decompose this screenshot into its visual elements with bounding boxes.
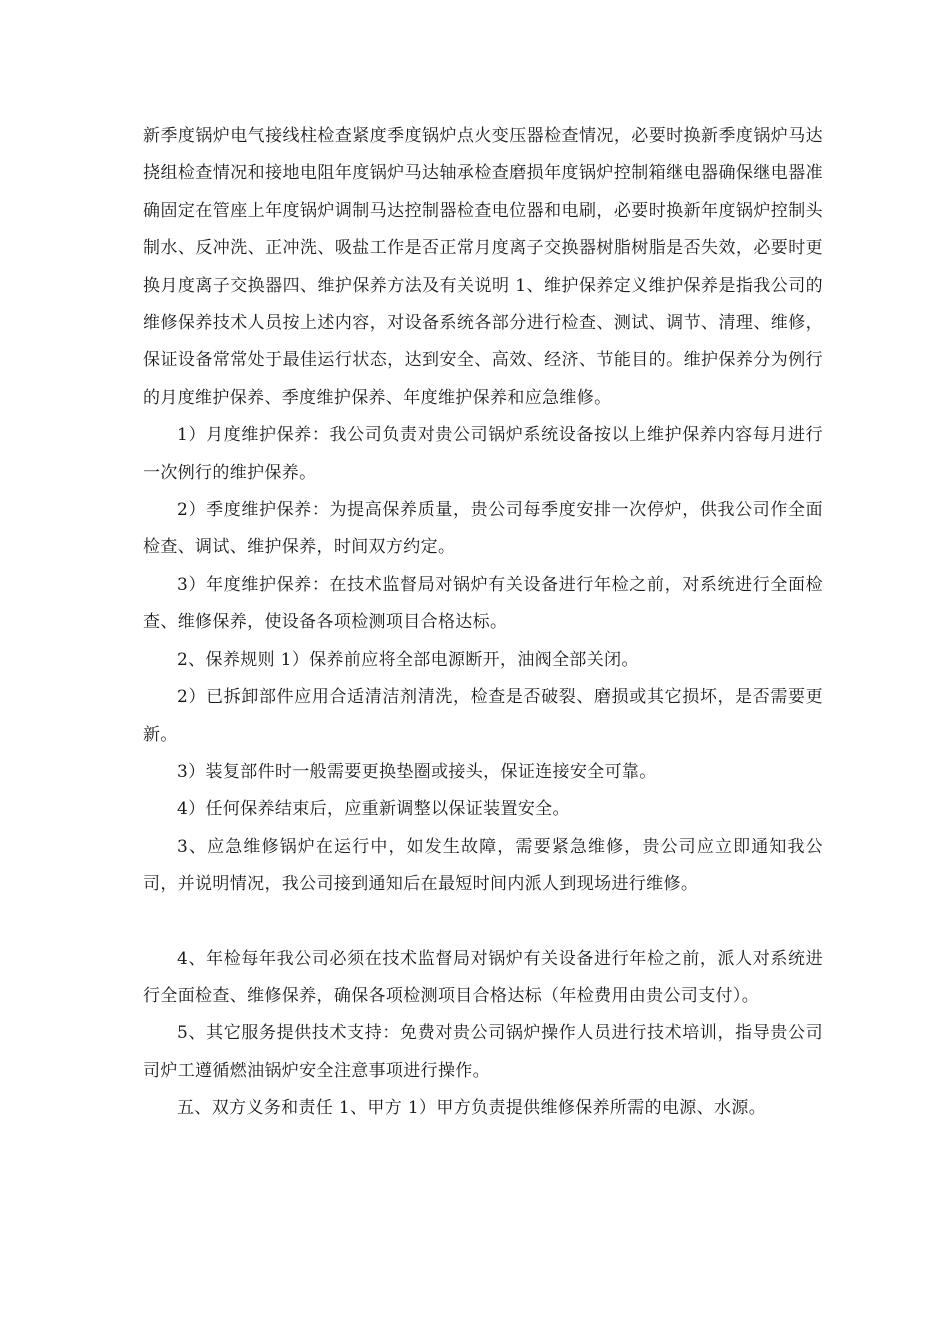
- paragraph-annual-maintenance: 3）年度维护保养：在技术监督局对锅炉有关设备进行年检之前，对系统进行全面检查、维修保养，使设备各项检测项目合格达标。: [143, 574, 823, 633]
- paragraph-obligations: 五、双方义务和责任 1、甲方 1）甲方负责提供维修保养所需的电源、水源。: [177, 1098, 767, 1119]
- paragraph-monthly-maintenance: 1）月度维护保养：我公司负责对贵公司锅炉系统设备按以上维护保养内容每月进行一次例行的维护保养。: [143, 425, 823, 483]
- paragraph-quarterly-maintenance: 2）季度维护保养：为提高保养质量，贵公司每季度安排一次停炉，供我公司作全面检查、调试、维护保养，时间双方约定。: [143, 500, 823, 558]
- paragraph-rules-4: 4）任何保养结束后，应重新调整以保证装置安全。: [177, 799, 570, 820]
- document-body: [143, 118, 823, 1128]
- paragraph-emergency-repair: 3、应急维修锅炉在运行中，如发生故障，需要紧急维修，贵公司应立即通知我公司，并说明情况，我公司接到通知后在最短时间内派人到现场进行维修。: [143, 836, 823, 895]
- paragraph-rules-3: 3）装复部件时一般需要更换垫圈或接头，保证连接安全可靠。: [177, 761, 657, 782]
- paragraph-rules-2: 2）已拆卸部件应用合适清洁剂清洗，检查是否破裂、磨损或其它损坏，是否需要更新。: [143, 687, 823, 745]
- paragraph-maintenance-items: 新季度锅炉电气接线柱检查紧度季度锅炉点火变压器检查情况，必要时换新季度锅炉马达挠组检查情况和接地电阻年度锅炉马达轴承检查磨损年度锅炉控制箱继电器确保继电器准确固定在管座上年度锅炉调制马达控制器检查电位器和电刷，必要时换新年度锅炉控制头制水、反冲洗、正冲洗、吸盐工作是否正常月度离子交换器树脂树脂是否失效，必要时更换月度离子交换器四、维护保养方法及有关说明 1、维护保养定义维护保养是指我公司的维修保养技术人员按上述内容，对设备系统各部分进行检查、测试、调节、清理、维修，保证设备常常处于最佳运行状态，达到安全、高效、经济、节能目的。维护保养分为例行的月度维护保养、季度维护保养、年度维护保养和应急维修。: [143, 126, 823, 408]
- paragraph-rules-1: 2、保养规则 1）保养前应将全部电源断开，油阀全部关闭。: [177, 649, 639, 670]
- paragraph-gap: [143, 904, 823, 941]
- paragraph-annual-inspection: 4、年检每年我公司必须在技术监督局对锅炉有关设备进行年检之前，派人对系统进行全面检查、维修保养，确保各项检测项目合格达标（年检费用由贵公司支付）。: [143, 948, 823, 1006]
- paragraph-other-services: 5、其它服务提供技术支持：免费对贵公司锅炉操作人员进行技术培训，指导贵公司司炉工遵循燃油锅炉安全注意事项进行操作。: [143, 1023, 823, 1081]
